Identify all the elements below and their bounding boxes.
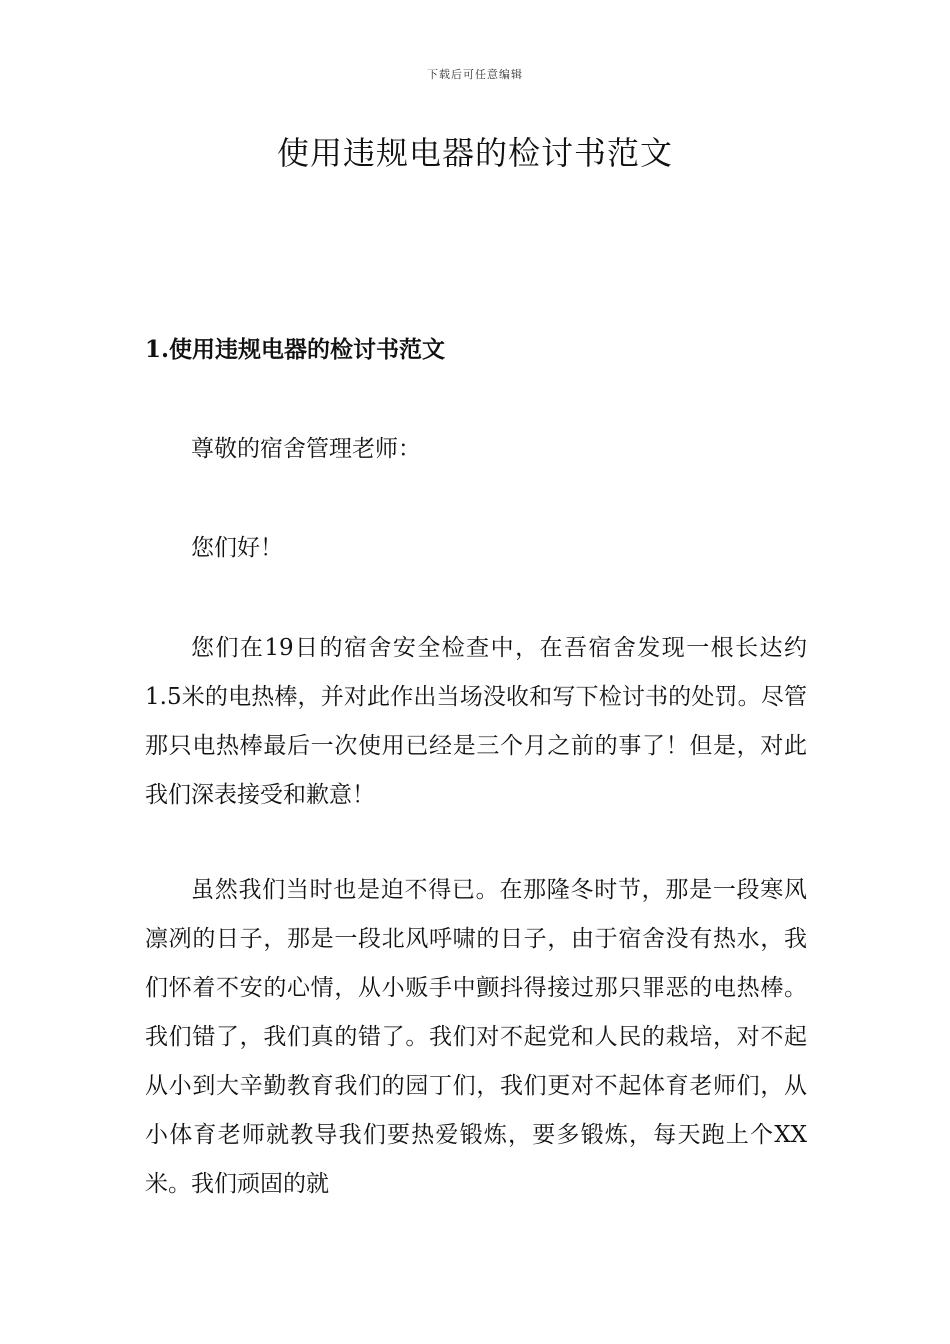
greeting: 您们好！ (191, 535, 283, 561)
body-paragraph-2: 虽然我们当时也是迫不得已。在那隆冬时节，那是一段寒风凛冽的日子，那是一段北风呼啸的日子，由于宿舍没有热水，我们怀着不安的心情，从小贩手中颤抖得接过那只罪恶的电热棒。我们错了，我们真的错了。我们对不起党和人民的栽培，对不起从小到大辛勤教育我们的园丁们，我们更对不起体育老师们，从小体育老师就教导我们要热爱锻炼，要多锻炼，每天跑上个XX米。我们顽固的就 (145, 877, 807, 1197)
salutation: 尊敬的宿舍管理老师： (191, 436, 421, 462)
salutation-block (145, 425, 807, 474)
body-paragraph-1: 您们在19日的宿舍安全检查中，在吾宿舍发现一根长达约1.5米的电热棒，并对此作出当场没收和写下检讨书的处罚。尽管那只电热棒最后一次使用已经是三个月之前的事了！但是，对此我们深表接受和歉意！ (145, 635, 807, 808)
greeting-block (145, 524, 807, 573)
paragraph-block-2 (145, 866, 807, 1209)
section-heading: 1.使用违规电器的检讨书范文 (145, 336, 446, 363)
header-note: 下载后可任意编辑 (427, 68, 523, 81)
paragraph-block-1 (145, 624, 807, 820)
document-title: 使用违规电器的检讨书范文 (276, 134, 673, 172)
